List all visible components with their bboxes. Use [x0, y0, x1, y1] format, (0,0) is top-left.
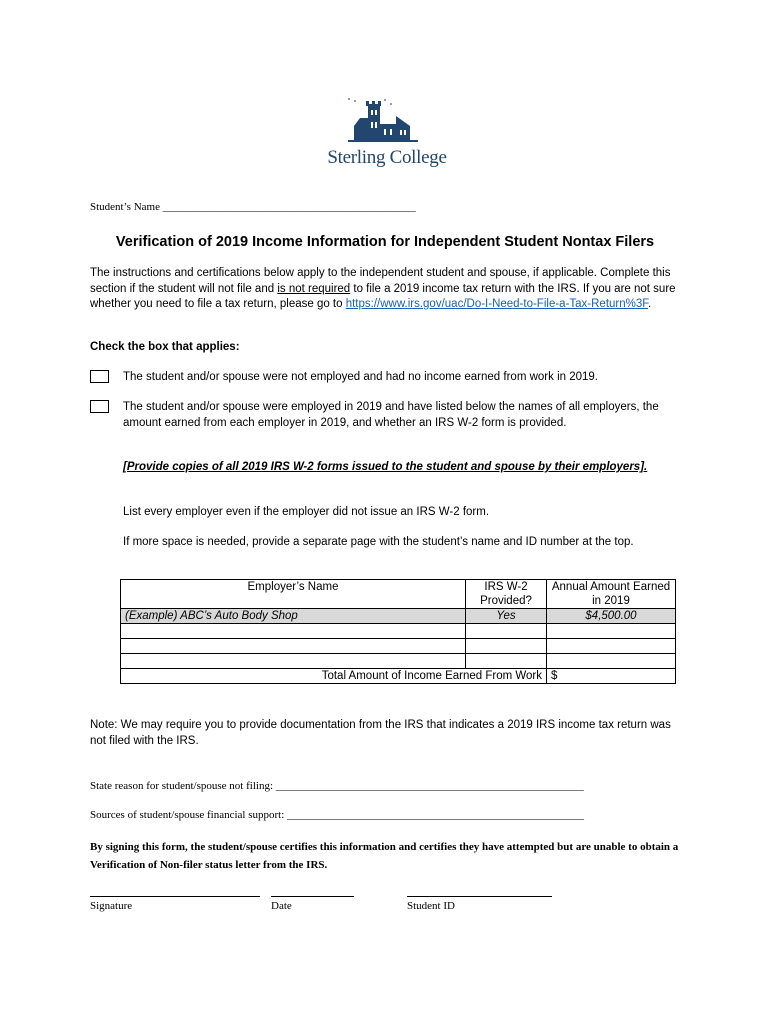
reason-not-filing-field[interactable]: State reason for student/spouse not filing: ________________________________________________________	[90, 780, 584, 792]
list-every-employer: List every employer even if the employer did not issue an IRS W-2 form.	[123, 506, 490, 518]
irs-link[interactable]: https://www.irs.gov/uac/Do-I-Need-to-File-a-Tax-Return%3F	[345, 298, 649, 310]
amount-cell[interactable]	[547, 654, 676, 669]
option2-checkbox[interactable]	[90, 400, 109, 413]
total-label: Total Amount of Income Earned From Work	[121, 669, 547, 684]
student-id-label: Student ID	[407, 900, 455, 912]
more-space-note: If more space is needed, provide a separate page with the student’s name and ID number at the top.	[123, 536, 634, 548]
w2-provided-cell[interactable]	[466, 624, 547, 639]
employer-name-cell[interactable]	[121, 624, 466, 639]
table-row[interactable]	[121, 639, 676, 654]
w2-provided-cell[interactable]	[466, 654, 547, 669]
intro-text-1: The instructions and certifications below apply to the independent student and spouse, if applicable. Complete this section if the student will not file and	[90, 267, 671, 295]
check-heading: Check the box that applies:	[90, 341, 240, 353]
example-employer: (Example) ABC’s Auto Body Shop	[121, 609, 466, 624]
irs-note: Note: We may require you to provide documentation from the IRS that indicates a 2019 IRS income tax return was not filed with the IRS.	[90, 719, 671, 747]
amount-cell[interactable]	[547, 639, 676, 654]
example-w2: Yes	[466, 609, 547, 624]
signature-label: Signature	[90, 900, 133, 912]
certification-statement: By signing this form, the student/spouse certifies this information and certifies they have attempted but are unable to obtain a Verification of Non-filer status letter from the IRS.	[90, 841, 679, 871]
total-amount-field[interactable]: $	[547, 669, 676, 684]
student-name-field[interactable]: Student’s Name ______________________________________________	[90, 201, 416, 213]
table-row-example	[121, 609, 676, 624]
amount-cell[interactable]	[547, 624, 676, 639]
employer-name-cell[interactable]	[121, 654, 466, 669]
intro-paragraph	[90, 266, 680, 313]
date-field[interactable]	[271, 886, 354, 897]
intro-text-3: .	[648, 298, 652, 310]
date-label: Date	[271, 900, 292, 912]
provide-copies-note: [Provide copies of all 2019 IRS W-2 forms issued to the student and spouse by their employers].	[123, 461, 648, 473]
signature-field[interactable]	[90, 886, 260, 897]
table-total-row	[121, 669, 676, 684]
table-header-row	[121, 580, 676, 609]
student-id-field[interactable]	[407, 886, 552, 897]
financial-support-field[interactable]: Sources of student/spouse financial support: ______________________________________________________	[90, 809, 585, 821]
table-row[interactable]	[121, 624, 676, 639]
w2-provided-cell[interactable]	[466, 639, 547, 654]
header-employer-name: Employer’s Name	[121, 580, 466, 609]
example-amount: $4,500.00	[547, 609, 676, 624]
header-w2-provided: IRS W-2 Provided?	[466, 580, 547, 609]
option1-checkbox[interactable]	[90, 370, 109, 383]
intro-text-2: to file a 2019 income tax return with the IRS. If you are not sure whether you need to file a tax return, please go to	[90, 282, 676, 310]
header-annual-amount: Annual Amount Earned in 2019	[547, 580, 676, 609]
intro-underlined: is not required	[277, 282, 351, 295]
option2-text: The student and/or spouse were employed in 2019 and have listed below the names of all employers, the amount earned from each employer in 2019, and whether an IRS W-2 form is provided.	[123, 401, 659, 429]
table-row[interactable]	[121, 654, 676, 669]
college-name: Sterling College	[327, 147, 447, 168]
employer-name-cell[interactable]	[121, 639, 466, 654]
employer-table	[120, 579, 676, 684]
option1-text: The student and/or spouse were not employed and had no income earned from work in 2019.	[123, 371, 598, 383]
form-title: Verification of 2019 Income Information for Independent Student Nontax Filers	[115, 234, 655, 250]
